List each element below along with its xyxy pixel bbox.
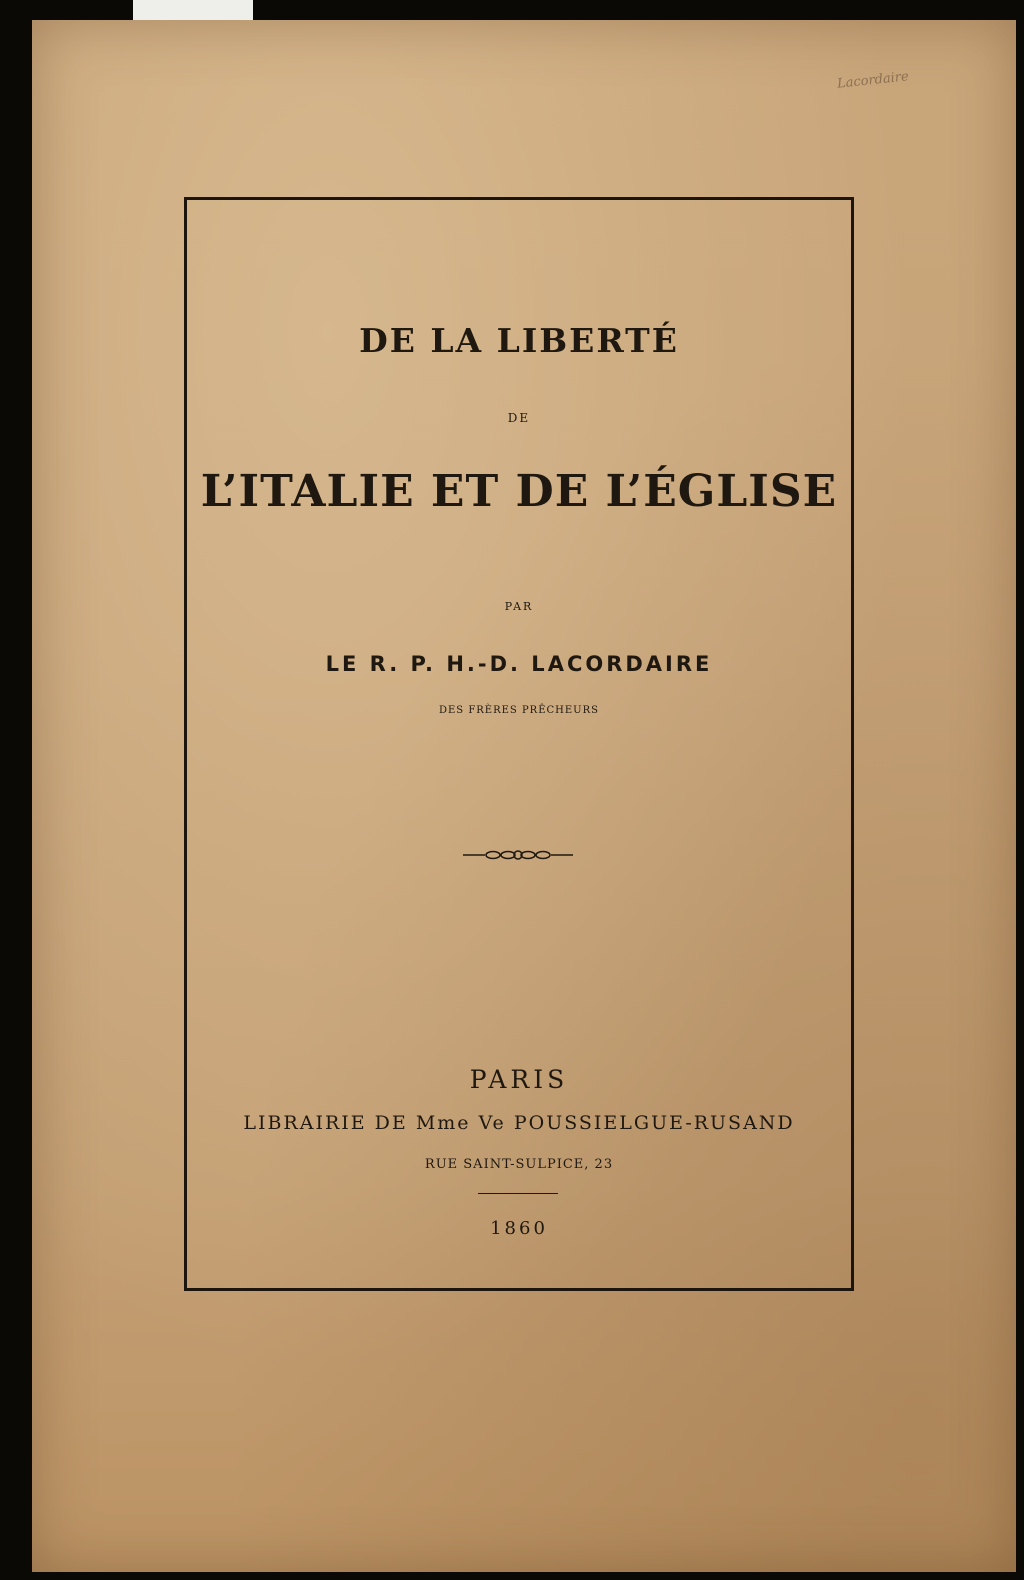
divider-rule bbox=[478, 1193, 558, 1194]
title-frame bbox=[184, 197, 854, 1291]
publisher-address: RUE SAINT-SULPICE, 23 bbox=[424, 1157, 614, 1172]
corner-pencil-note: Lacordaire bbox=[836, 69, 910, 92]
author-order: DES FRÈRES PRÊCHEURS bbox=[438, 705, 599, 716]
publication-city: PARIS bbox=[469, 1065, 569, 1094]
publication-year: 1860 bbox=[490, 1218, 548, 1239]
publisher-name: LIBRAIRIE DE Mme Ve POUSSIELGUE-RUSAND bbox=[243, 1112, 795, 1134]
title-line-1: DE LA LIBERTÉ bbox=[359, 321, 679, 360]
book-cover bbox=[32, 20, 1016, 1572]
title-line-2: L’ITALIE ET DE L’ÉGLISE bbox=[200, 466, 838, 517]
scan-tab-strip bbox=[133, 0, 253, 22]
ornament-icon bbox=[463, 845, 573, 865]
author-name: LE R. P. H.-D. LACORDAIRE bbox=[325, 652, 713, 676]
by-label: PAR bbox=[504, 600, 534, 613]
title-connector: DE bbox=[507, 411, 531, 425]
